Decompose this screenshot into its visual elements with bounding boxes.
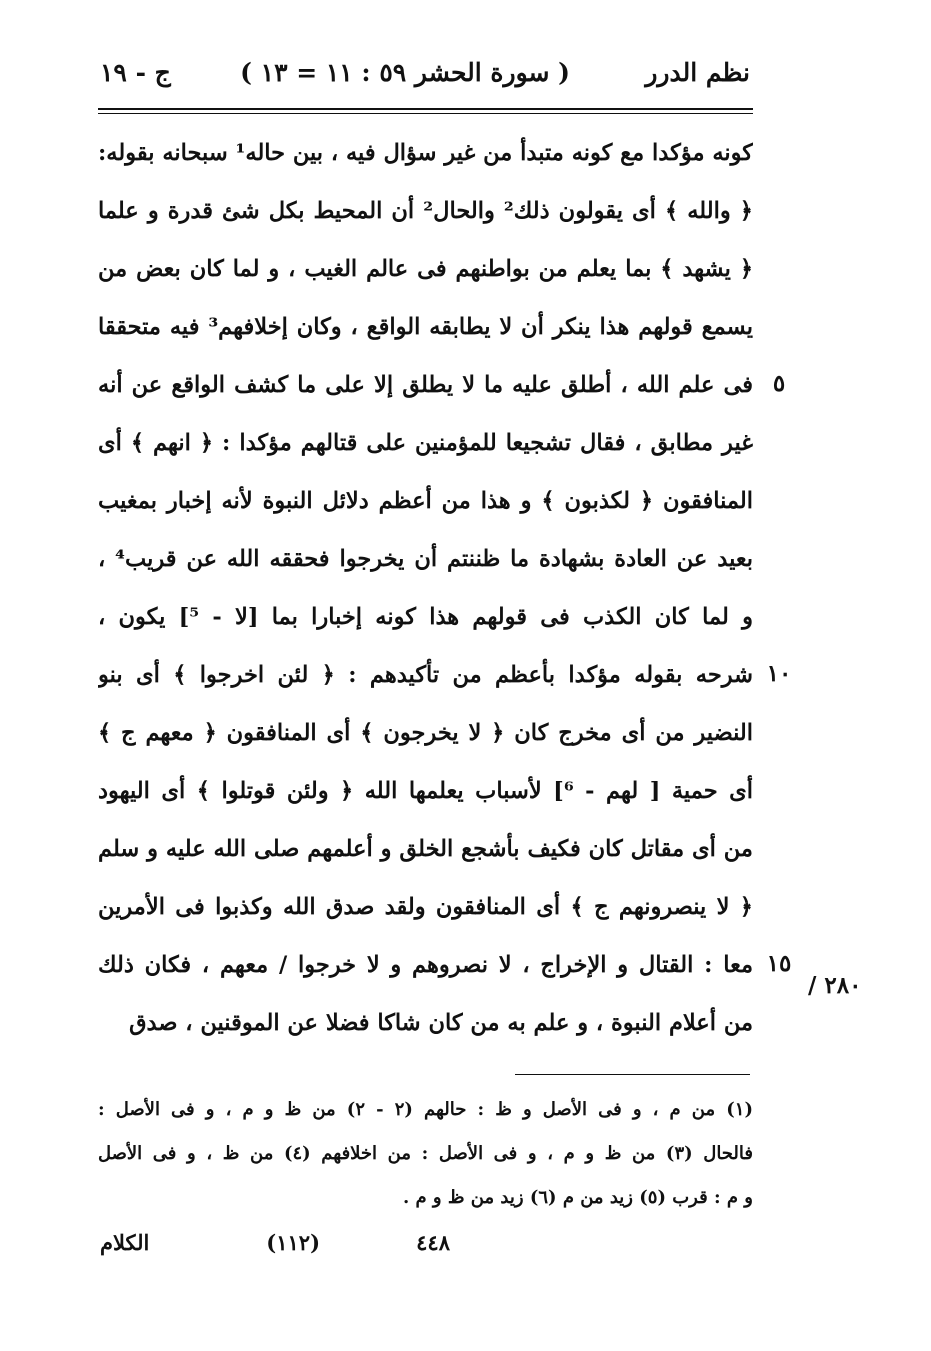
text-line: من أى مقاتل كان فكيف بأشجع الخلق و أعلمهم صلى الله عليه و سلم (98, 836, 753, 862)
page-footer (100, 1230, 750, 1266)
text-line: من أعلام النبوة ، و علم به من كان شاكا فضلا عن الموقنين ، صدق (129, 1010, 753, 1036)
text-line: فى علم الله ، أطلق عليه ما لا يطلق إلا على ما كشف الواقع عن أنه (98, 372, 753, 398)
line-number: ١٠ (766, 660, 792, 687)
text-line: و لما كان الكذب فى قولهم هذا كونه إخبارا بما [لا - ⁵] يكون ، (98, 604, 753, 630)
text-line: شرحه بقوله مؤكدا بأعظم من تأكيدهم : ﴿ لئن اخرجوا ﴾ أى بنو (98, 662, 753, 688)
sheet-number: ٤٤٨ (416, 1230, 450, 1255)
text-line: المنافقون ﴿ لكذبون ﴾ و هذا من أعظم دلائل النبوة لأنه إخبار بمغيب (98, 488, 753, 514)
line-number: ٥ (772, 370, 786, 397)
text-line: غير مطابق ، فقال تشجيعا للمؤمنين على قتالهم مؤكدا : ﴿ انهم ﴾ أى (98, 430, 753, 456)
header-rule-thin (98, 113, 753, 114)
book-title: نظم الدرر (645, 58, 750, 87)
main-text (98, 124, 753, 1052)
text-line: ﴿ يشهد ﴾ بما يعلم من بواطنهم فى عالم الغيب ، و لما كان بعض من (98, 256, 753, 282)
text-line: أى حمية [ لهم - ⁶] لأسباب يعلمها الله ﴿ ولئن قوتلوا ﴾ أى اليهود (98, 778, 753, 804)
footnote-line: و م : قرب (٥) زيد من م (٦) زيد من ظ و م . (402, 1187, 753, 1208)
text-line: كونه مؤكدا مع كونه متبدأ من غير سؤال فيه ، بين حاله¹ سبحانه بقوله: (98, 140, 753, 166)
footnote-rule (515, 1074, 750, 1075)
margin-page-reference: ٢٨٠ / (808, 972, 862, 999)
text-line: ﴿ والله ﴾ أى يقولون ذلك² والحال² أن المحيط بكل شئ قدرة و علما (98, 198, 753, 224)
footnote-line: (١) من م ، و فى الأصل و ظ : حالهم (٢ - ٢) من ظ و م ، و فى الأصل : (98, 1099, 753, 1120)
footnote-line: فالحال (٣) من ظ و م ، و فى الأصل : من اخلافهم (٤) من ظ ، و فى الأصل (98, 1143, 753, 1164)
volume-number: ج - ١٩ (100, 58, 171, 87)
surah-reference: ( سورة الحشر ٥٩ : ١١ = ١٣ ) (240, 58, 570, 87)
text-line: يسمع قولهم هذا ينكر أن لا يطابقه الواقع ، وكان إخلافهم³ فيه متحققا (98, 314, 753, 340)
catchword: الكلام (100, 1230, 150, 1255)
text-line: معا : القتال و الإخراج ، لا نصروهم و لا خرجوا / معهم ، فكان ذلك (98, 952, 753, 978)
footnotes (98, 1088, 753, 1220)
line-number: ١٥ (766, 950, 792, 977)
text-line: بعيد عن العادة بشهادة ما ظننتم أن يخرجوا فحققه الله عن قريب⁴ ، (98, 546, 753, 572)
page-number: (١١٢) (266, 1230, 320, 1255)
header-rule (98, 108, 753, 110)
page-header (100, 58, 750, 98)
text-line: النضير من أى مخرج كان ﴿ لا يخرجون ﴾ أى المنافقون ﴿ معهم ج ﴾ (98, 720, 753, 746)
text-line: ﴿ لا ينصرونهم ج ﴾ أى المنافقون ولقد صدق الله وكذبوا فى الأمرين (98, 894, 753, 920)
